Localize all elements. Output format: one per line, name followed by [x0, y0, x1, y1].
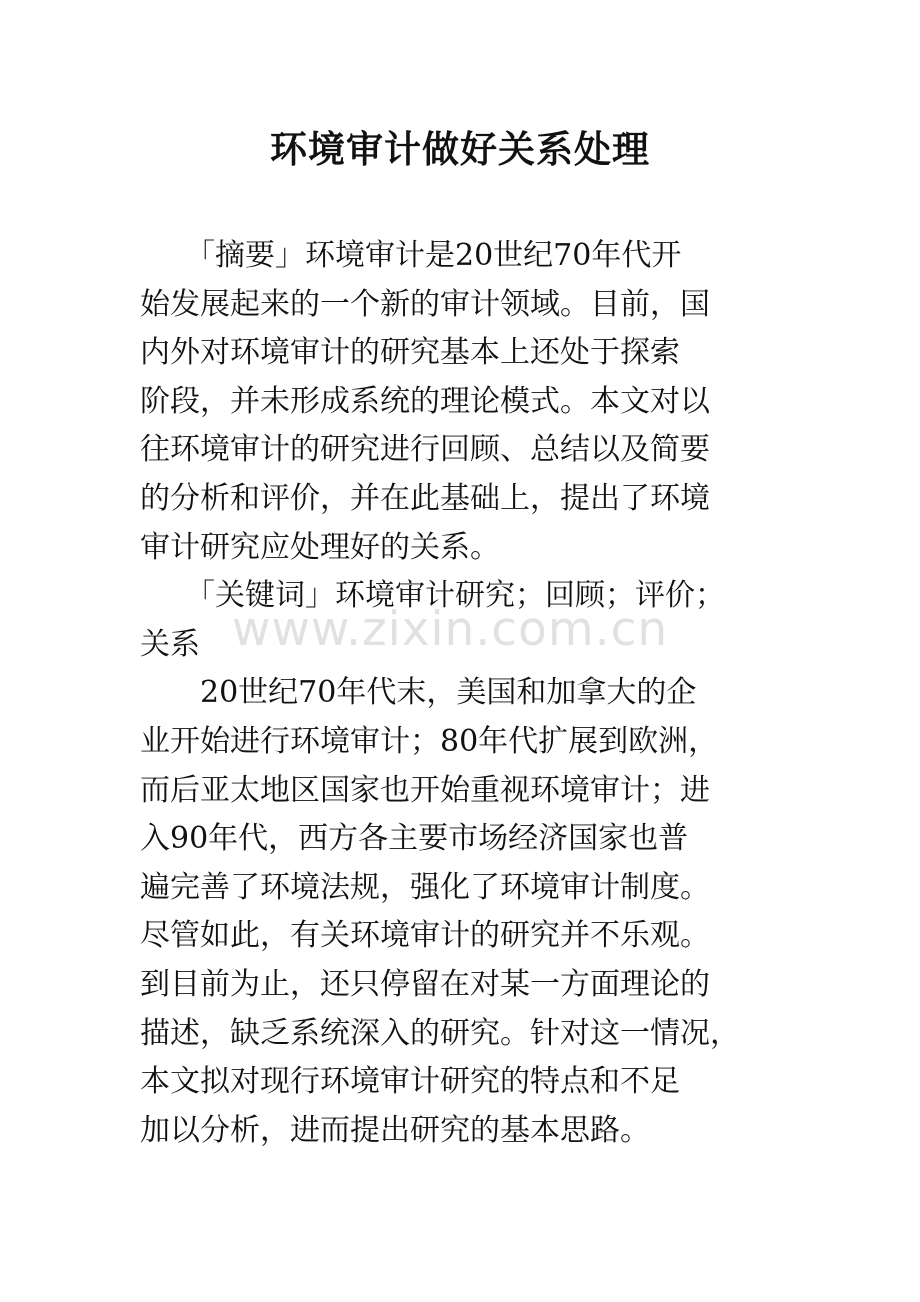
body-line: 本文拟对现行环境审计研究的特点和不足 — [140, 1064, 680, 1100]
watermark: www.zixin.com.cn — [232, 602, 669, 657]
body-line: 遍完善了环境法规，强化了环境审计制度。 — [140, 869, 710, 905]
document-body — [140, 232, 790, 1155]
body-line: 20世纪70年代末，美国和加拿大的企 — [140, 675, 697, 711]
body-line: 到目前为止，还只停留在对某一方面理论的 — [140, 966, 710, 1002]
body-line: 往环境审计的研究进行回顾、总结以及简要 — [140, 432, 710, 468]
body-line: 内外对环境审计的研究基本上还处于探索 — [140, 335, 680, 371]
body-line: 尽管如此，有关环境审计的研究并不乐观。 — [140, 918, 710, 954]
body-line: 始发展起来的一个新的审计领域。目前，国 — [140, 286, 710, 322]
body-line: 入90年代，西方各主要市场经济国家也普 — [140, 821, 689, 857]
body-line: 关系 — [140, 626, 200, 662]
body-line: 而后亚太地区国家也开始重视环境审计；进 — [140, 772, 710, 808]
body-line: 审计研究应处理好的关系。 — [140, 529, 500, 565]
body-line: 「关键词」环境审计研究；回顾；评价； — [140, 578, 725, 614]
body-line: 「摘要」环境审计是20世纪70年代开 — [140, 238, 682, 273]
body-line: 业开始进行环境审计；80年代扩展到欧洲， — [140, 723, 719, 759]
document-title: 环境审计做好关系处理 — [270, 127, 650, 171]
body-line: 阶段，并未形成系统的理论模式。本文对以 — [140, 383, 710, 419]
body-line: 的分析和评价，并在此基础上，提出了环境 — [140, 480, 710, 516]
body-line: 描述，缺乏系统深入的研究。针对这一情况， — [140, 1015, 740, 1051]
body-line: 加以分析，进而提出研究的基本思路。 — [140, 1112, 650, 1148]
